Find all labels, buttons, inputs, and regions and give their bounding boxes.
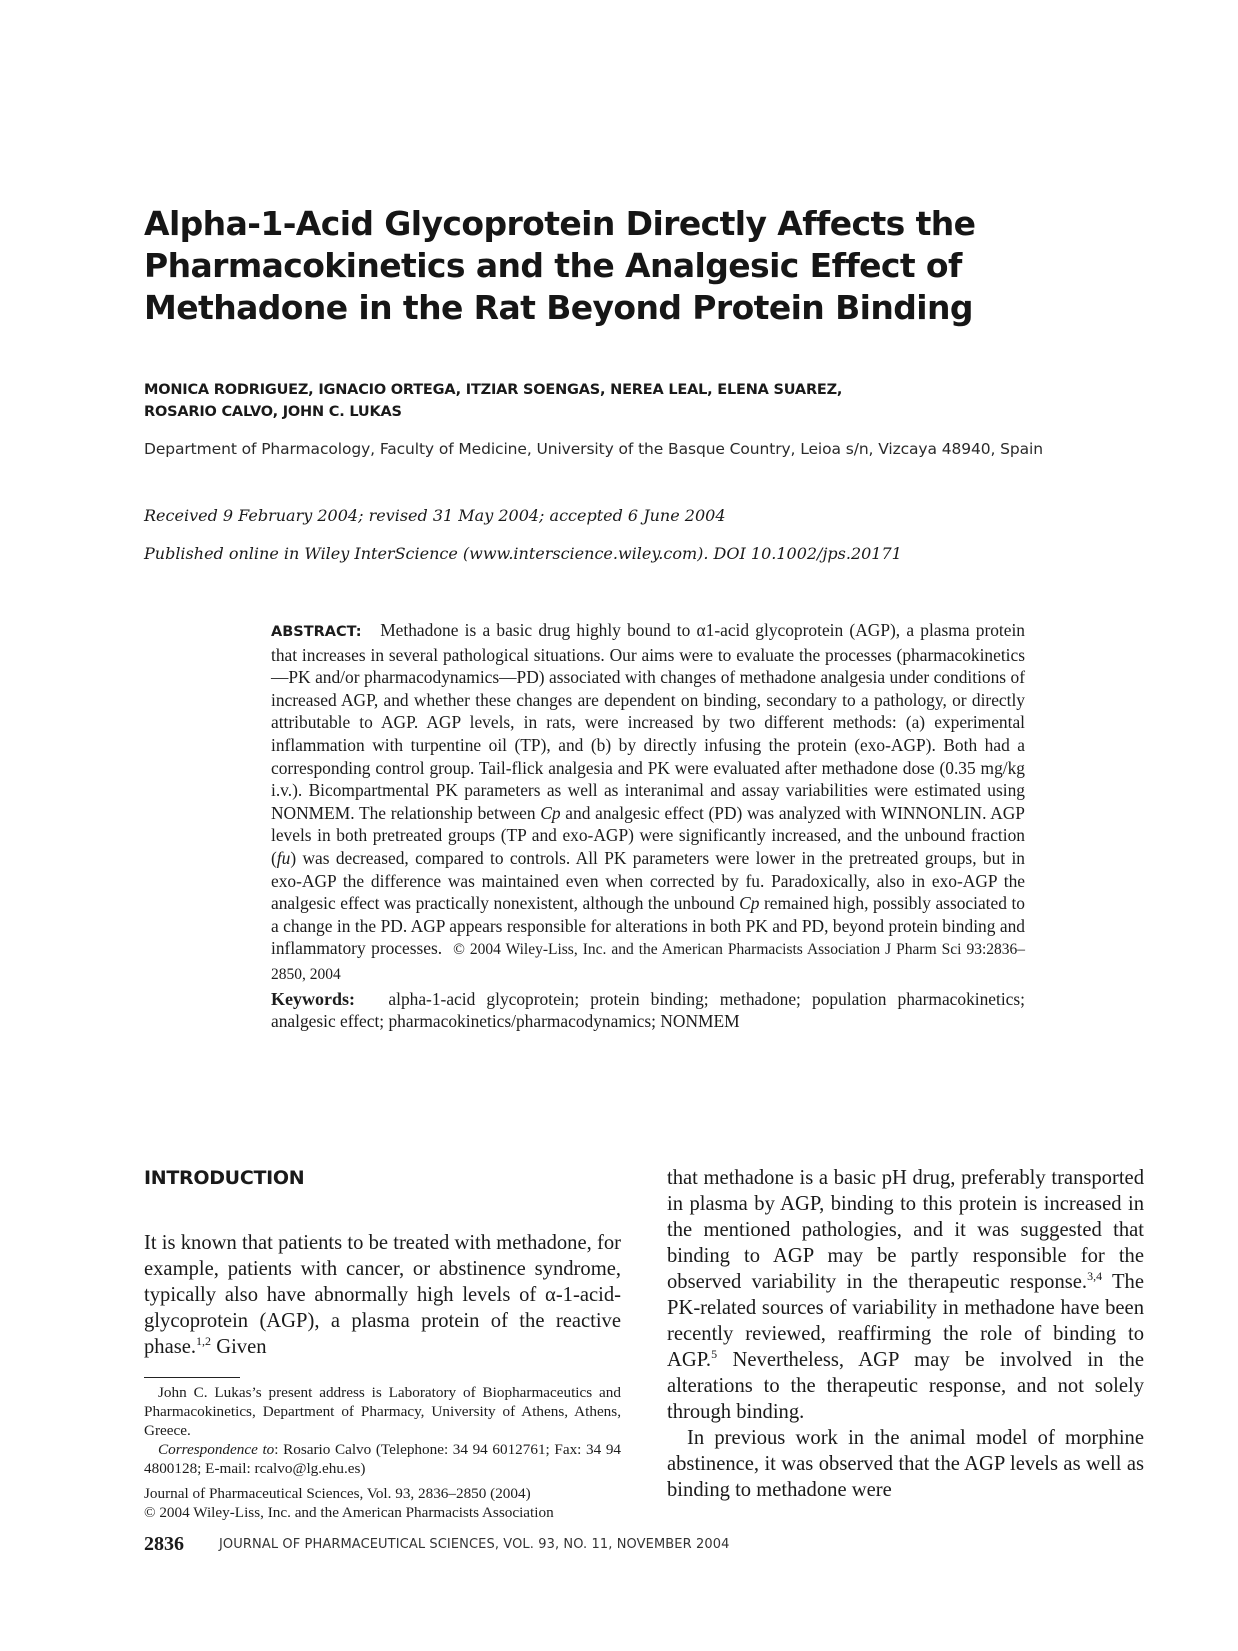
title-line: Pharmacokinetics and the Analgesic Effect of <box>144 246 962 285</box>
correspondence-text: : Rosario Calvo (Telephone: 34 94 6012761; Fax: 34 94 4800128; E-mail: rcalvo@lg.ehu.es) <box>144 1441 622 1477</box>
article-title <box>144 203 1044 329</box>
citation-ref: 1,2 <box>196 1334 212 1348</box>
footnote-correspondence <box>144 1440 621 1478</box>
body-paragraph <box>144 1230 621 1360</box>
abstract-label: ABSTRACT: <box>271 624 362 640</box>
citation-ref: 3,4 <box>1087 1269 1103 1283</box>
author-line: ROSARIO CALVO, JOHN C. LUKAS <box>144 404 402 420</box>
title-line: Methadone in the Rat Beyond Protein Binding <box>144 288 973 327</box>
body-text: Nevertheless, AGP may be involved in the alterations to the therapeutic response, and not solely through binding. <box>667 1349 1144 1423</box>
page-number: 2836 <box>144 1533 184 1555</box>
introduction-left-column <box>144 1230 621 1360</box>
keywords-label: Keywords: <box>271 988 355 1009</box>
received-dates: Received 9 February 2004; revised 31 May 2004; accepted 6 June 2004 <box>144 506 726 525</box>
abstract-text: ) was decreased, compared to controls. All PK parameters were lower in the pretreated groups, but in exo-AGP the difference was maintained even when corrected by fu. Paradoxically, also in exo-AGP the analgesic effect was practically nonexistent, although the unbound <box>271 847 1025 914</box>
abstract-copyright: © 2004 Wiley-Liss, Inc. and the American Pharmacists Association J Pharm Sci 93:2836–2850, 2004 <box>271 941 1025 983</box>
abstract-italic-cp: Cp <box>540 802 561 823</box>
abstract-paragraph <box>271 619 1025 987</box>
citation-ref: 5 <box>711 1347 718 1361</box>
keywords-line <box>271 988 1025 1033</box>
author-list <box>144 379 1044 423</box>
section-heading-introduction: INTRODUCTION <box>144 1167 305 1189</box>
abstract-text: remained high, possibly associated to a change in the PD. AGP appears responsible for alterations in both PK and PD, beyond protein binding and inflammatory processes. <box>271 893 1025 959</box>
footnote-journal: Journal of Pharmaceutical Sciences, Vol. 93, 2836–2850 (2004) <box>144 1485 531 1502</box>
author-line: MONICA RODRIGUEZ, IGNACIO ORTEGA, ITZIAR SOENGAS, NEREA LEAL, ELENA SUAREZ, <box>144 382 843 398</box>
footnotes <box>144 1383 621 1522</box>
abstract-block <box>271 619 1025 1033</box>
body-text: Given <box>216 1336 267 1358</box>
running-footer: JOURNAL OF PHARMACEUTICAL SCIENCES, VOL. 93, NO. 11, NOVEMBER 2004 <box>219 1537 730 1552</box>
footnote-copyright: © 2004 Wiley-Liss, Inc. and the American Pharmacists Association <box>144 1504 554 1521</box>
keywords-text: alpha-1-acid glycoprotein; protein binding; methadone; population pharmacokinetics; analgesic effect; pharmacokinetics/pharmacodynamics; NONMEM <box>271 988 1026 1032</box>
body-paragraph <box>667 1165 1144 1425</box>
abstract-italic-cp: Cp <box>739 893 760 914</box>
abstract-text: Methadone is a basic drug highly bound to α1-acid glycoprotein (AGP), a plasma protein that increases in several pathological situations. Our aims were to evaluate the processes (pharmacokinetics—PK and/or pharmacodynamics—PD) associated with changes of methadone analgesia under conditions of increased AGP, and whether these changes are dependent on binding, secondary to a pathology, or directly attributable to AGP. AGP levels, in rats, were increased by two different methods: (a) experimental inflammation with turpentine oil (TP), and (b) by directly infusing the protein (exo-AGP). Both had a corresponding control group. Tail-flick analgesia and PK were evaluated after methadone dose (0.35 mg/kg i.v.). Bicompartmental PK parameters as well as interanimal and assay variabilities were estimated using NONMEM. The relationship between <box>271 620 1026 823</box>
correspondence-label: Correspondence to <box>158 1441 275 1458</box>
body-text: that methadone is a basic pH drug, preferably transported in plasma by AGP, binding to this protein is increased in the mentioned pathologies, and it was suggested that binding to AGP may be partly responsible for the observed variability in the therapeutic response. <box>667 1167 1144 1293</box>
body-text: It is known that patients to be treated with methadone, for example, patients with cancer, or abstinence syndrome, typically also have abnormally high levels of α-1-acid-glycoprotein (AGP), a plasma protein of the reactive phase. <box>144 1232 621 1358</box>
affiliation: Department of Pharmacology, Faculty of Medicine, University of the Basque Country, Leioa s/n, Vizcaya 48940, Spain <box>144 440 1043 458</box>
footnote-divider <box>144 1377 240 1378</box>
body-paragraph: In previous work in the animal model of morphine abstinence, it was observed that the AGP levels as well as binding to methadone were <box>667 1427 1144 1501</box>
abstract-italic-fu: fu <box>276 847 291 868</box>
footnote-address: John C. Lukas’s present address is Laboratory of Biopharmaceutics and Pharmacokinetics, Department of Pharmacy, University of Athens, Athens, Greece. <box>144 1384 621 1439</box>
introduction-right-column <box>667 1165 1144 1503</box>
publication-info: Published online in Wiley InterScience (www.interscience.wiley.com). DOI 10.1002/jps.20171 <box>144 544 902 563</box>
abstract-text: and analgesic effect (PD) was analyzed with WINNONLIN. AGP levels in both pretreated groups (TP and exo-AGP) were significantly increased, and the unbound fraction ( <box>271 802 1025 868</box>
body-text: The PK-related sources of variability in methadone have been recently reviewed, reaffirming the role of binding to AGP. <box>667 1271 1144 1371</box>
title-line: Alpha-1-Acid Glycoprotein Directly Affects the <box>144 204 976 243</box>
